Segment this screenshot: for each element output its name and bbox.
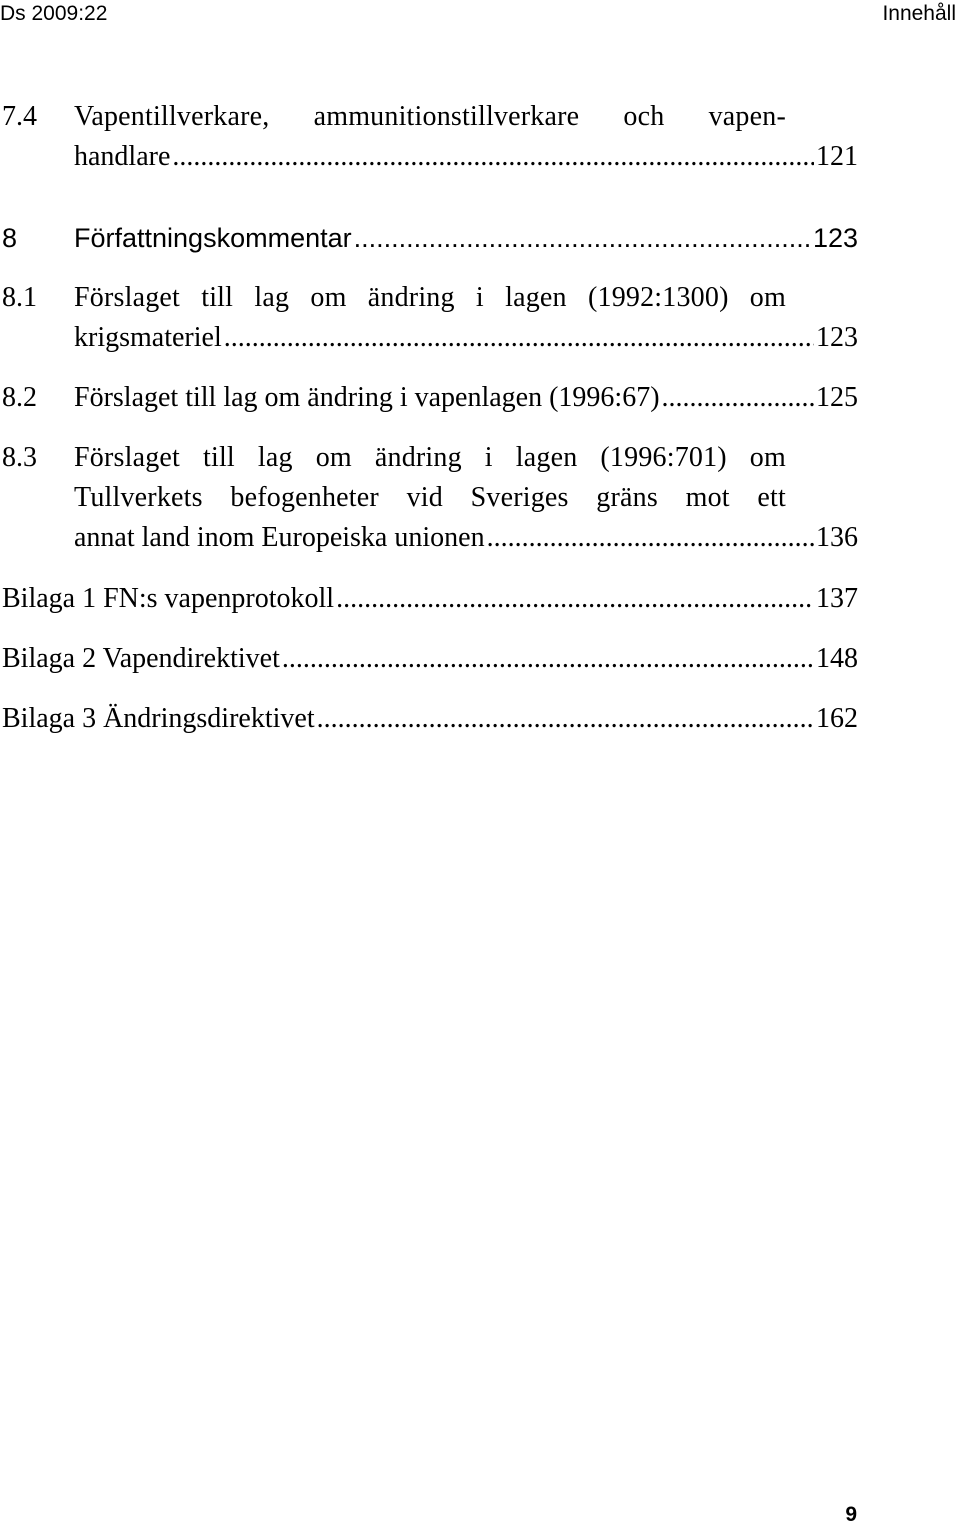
dot-leader bbox=[282, 639, 814, 679]
entry-leader-line bbox=[74, 137, 858, 177]
dot-leader bbox=[662, 378, 814, 418]
dot-leader bbox=[354, 218, 811, 258]
page-number: 9 bbox=[845, 1503, 857, 1526]
entry-title-line: Förslaget till lag om ändring i lagen (1992:1300) om bbox=[74, 282, 786, 313]
appendix-title: Bilaga 2 Vapendirektivet bbox=[2, 643, 280, 674]
toc-entry-bilaga-1[interactable] bbox=[0, 579, 858, 619]
entry-leader-line bbox=[2, 699, 858, 739]
page-ref: 136 bbox=[816, 522, 858, 553]
entry-leader-line bbox=[74, 518, 858, 558]
entry-leader-line bbox=[2, 579, 858, 619]
entry-title-last-line: annat land inom Europeiska unionen bbox=[74, 522, 485, 553]
page-ref: 137 bbox=[816, 583, 858, 614]
dot-leader bbox=[317, 699, 814, 739]
appendix-title: Bilaga 3 Ändringsdirektivet bbox=[2, 703, 315, 734]
section-number: 8.1 bbox=[2, 282, 37, 313]
entry-title-last-line: handlare bbox=[74, 141, 171, 172]
entry-title-line: Tullverkets befogenheter vid Sveriges gräns mot ett bbox=[74, 482, 786, 513]
page-ref: 123 bbox=[816, 322, 858, 353]
toc-entry-8-3[interactable] bbox=[0, 438, 858, 558]
page-ref: 123 bbox=[812, 223, 858, 253]
entry-leader-line bbox=[2, 639, 858, 679]
appendix-title: Bilaga 1 FN:s vapenprotokoll bbox=[2, 583, 335, 614]
toc-entry-8-2[interactable] bbox=[0, 378, 858, 418]
page-ref: 125 bbox=[816, 382, 858, 413]
toc-entry-bilaga-2[interactable] bbox=[0, 639, 858, 679]
toc-entry-bilaga-3[interactable] bbox=[0, 699, 858, 739]
toc-entry-8-1[interactable] bbox=[0, 278, 858, 358]
entry-leader-line bbox=[74, 318, 858, 358]
dot-leader bbox=[336, 579, 814, 619]
dot-leader bbox=[224, 318, 814, 358]
entry-leader-line bbox=[74, 218, 858, 258]
running-header-left: Ds 2009:22 bbox=[0, 2, 108, 25]
entry-title-last-line: krigsmateriel bbox=[74, 322, 222, 353]
entry-title-line: Förslaget till lag om ändring i lagen (1996:701) om bbox=[74, 442, 786, 473]
chapter-title: Författningskommentar bbox=[74, 223, 352, 253]
entry-leader-line bbox=[74, 378, 858, 418]
page-ref: 162 bbox=[816, 703, 858, 734]
chapter-number: 8 bbox=[2, 223, 18, 253]
section-number: 7.4 bbox=[2, 101, 37, 132]
dot-leader bbox=[487, 518, 814, 558]
dot-leader bbox=[172, 137, 814, 177]
page-ref: 148 bbox=[816, 643, 858, 674]
running-header-right: Innehåll bbox=[882, 2, 956, 25]
section-number: 8.3 bbox=[2, 442, 37, 473]
section-number: 8.2 bbox=[2, 382, 37, 413]
toc-entry-8[interactable] bbox=[0, 218, 858, 258]
page-ref: 121 bbox=[816, 141, 858, 172]
entry-title-last-line: Förslaget till lag om ändring i vapenlagen (1996:67) bbox=[74, 382, 660, 413]
entry-title-line: Vapentillverkare, ammunitionstillverkare och vapen- bbox=[74, 101, 786, 132]
toc-entry-7-4[interactable] bbox=[0, 97, 858, 177]
